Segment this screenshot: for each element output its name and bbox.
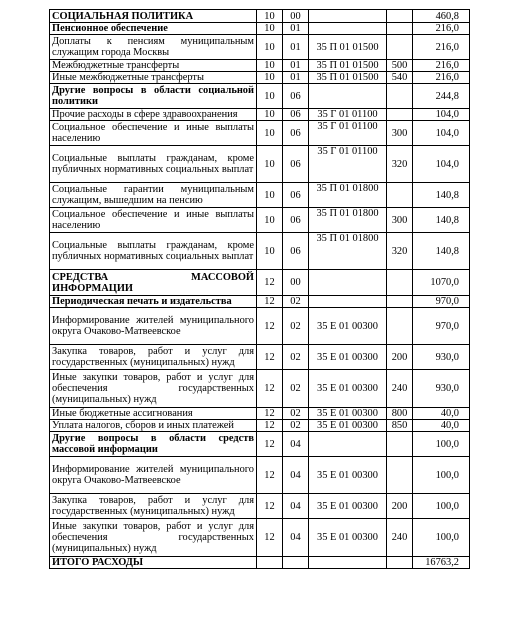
table-row bbox=[50, 494, 470, 519]
target-article-cell bbox=[309, 10, 387, 23]
section-code-cell: 10 bbox=[257, 208, 283, 233]
target-article-cell: 35 Е 01 00300 bbox=[309, 370, 387, 408]
expense-type-cell bbox=[387, 432, 413, 457]
target-article-cell: 35 Е 01 00300 bbox=[309, 519, 387, 557]
table-row bbox=[50, 233, 470, 270]
amount-cell: 216,0 bbox=[413, 23, 470, 35]
expense-type-cell: 300 bbox=[387, 208, 413, 233]
target-article-cell: 35 Е 01 00300 bbox=[309, 420, 387, 432]
section-code-cell: 10 bbox=[257, 84, 283, 109]
expense-type-cell bbox=[387, 84, 413, 109]
amount-cell: 140,8 bbox=[413, 208, 470, 233]
expense-type-cell bbox=[387, 35, 413, 60]
section-code-cell: 12 bbox=[257, 457, 283, 494]
row-name-cell: Закупка товаров, работ и услуг для государственных (муниципальных) нужд bbox=[50, 345, 257, 370]
amount-cell: 216,0 bbox=[413, 72, 470, 84]
expense-type-cell: 540 bbox=[387, 72, 413, 84]
expense-type-cell bbox=[387, 23, 413, 35]
section-code-cell: 10 bbox=[257, 109, 283, 121]
subsection-code-cell: 02 bbox=[283, 296, 309, 308]
target-article-cell: 35 Е 01 00300 bbox=[309, 408, 387, 420]
budget-expenditure-table bbox=[49, 9, 470, 569]
subsection-code-cell: 04 bbox=[283, 432, 309, 457]
subsection-code-cell bbox=[283, 557, 309, 569]
expense-type-cell: 320 bbox=[387, 233, 413, 270]
target-article-cell: 35 П 01 01800 bbox=[309, 183, 387, 208]
section-code-cell: 12 bbox=[257, 370, 283, 408]
expense-type-cell bbox=[387, 10, 413, 23]
target-article-cell bbox=[309, 84, 387, 109]
expense-type-cell: 850 bbox=[387, 420, 413, 432]
table-row bbox=[50, 432, 470, 457]
table-row bbox=[50, 84, 470, 109]
expense-type-cell: 800 bbox=[387, 408, 413, 420]
subsection-code-cell: 01 bbox=[283, 35, 309, 60]
section-code-cell: 10 bbox=[257, 233, 283, 270]
amount-cell: 40,0 bbox=[413, 408, 470, 420]
amount-cell: 930,0 bbox=[413, 370, 470, 408]
amount-cell: 16763,2 bbox=[413, 557, 470, 569]
expense-type-cell bbox=[387, 109, 413, 121]
amount-cell: 140,8 bbox=[413, 233, 470, 270]
section-code-cell: 12 bbox=[257, 308, 283, 345]
section-code-cell: 12 bbox=[257, 519, 283, 557]
section-code-cell: 10 bbox=[257, 146, 283, 183]
amount-cell: 140,8 bbox=[413, 183, 470, 208]
row-name-cell: Пенсионное обеспечение bbox=[50, 23, 257, 35]
row-name-cell: Иные бюджетные ассигнования bbox=[50, 408, 257, 420]
target-article-cell: 35 Е 01 00300 bbox=[309, 345, 387, 370]
amount-cell: 104,0 bbox=[413, 146, 470, 183]
table-row bbox=[50, 10, 470, 23]
section-code-cell: 12 bbox=[257, 270, 283, 296]
row-name-cell: СОЦИАЛЬНАЯ ПОЛИТИКА bbox=[50, 10, 257, 23]
section-code-cell: 12 bbox=[257, 345, 283, 370]
section-code-cell: 10 bbox=[257, 35, 283, 60]
amount-cell: 100,0 bbox=[413, 519, 470, 557]
target-article-cell: 35 П 01 01500 bbox=[309, 35, 387, 60]
table-row bbox=[50, 208, 470, 233]
table-row bbox=[50, 457, 470, 494]
subsection-code-cell: 02 bbox=[283, 420, 309, 432]
section-code-cell: 10 bbox=[257, 60, 283, 72]
subsection-code-cell: 04 bbox=[283, 519, 309, 557]
table-row bbox=[50, 296, 470, 308]
subsection-code-cell: 02 bbox=[283, 345, 309, 370]
row-name-cell: Другие вопросы в области социальной политики bbox=[50, 84, 257, 109]
section-code-cell: 12 bbox=[257, 432, 283, 457]
row-name-cell: Другие вопросы в области средств массовой информации bbox=[50, 432, 257, 457]
subsection-code-cell: 01 bbox=[283, 72, 309, 84]
amount-cell: 460,8 bbox=[413, 10, 470, 23]
subsection-code-cell: 02 bbox=[283, 308, 309, 345]
subsection-code-cell: 00 bbox=[283, 270, 309, 296]
row-name-cell: Социальное обеспечение и иные выплаты населению bbox=[50, 121, 257, 146]
amount-cell: 244,8 bbox=[413, 84, 470, 109]
amount-cell: 40,0 bbox=[413, 420, 470, 432]
row-name-cell: Иные закупки товаров, работ и услуг для обеспечения государственных (муниципальных) нужд bbox=[50, 370, 257, 408]
target-article-cell: 35 Е 01 00300 bbox=[309, 308, 387, 345]
row-name-cell: Прочие расходы в сфере здравоохранения bbox=[50, 109, 257, 121]
section-code-cell: 10 bbox=[257, 183, 283, 208]
table-row bbox=[50, 121, 470, 146]
row-name-cell: СРЕДСТВА МАССОВОЙ ИНФОРМАЦИИ bbox=[50, 270, 257, 296]
section-code-cell: 12 bbox=[257, 296, 283, 308]
amount-cell: 100,0 bbox=[413, 494, 470, 519]
expense-type-cell bbox=[387, 270, 413, 296]
section-code-cell: 10 bbox=[257, 10, 283, 23]
amount-cell: 970,0 bbox=[413, 308, 470, 345]
section-code-cell: 12 bbox=[257, 420, 283, 432]
row-name-cell: Иные межбюджетные трансферты bbox=[50, 72, 257, 84]
row-name-cell: Социальные выплаты гражданам, кроме публичных нормативных социальных выплат bbox=[50, 233, 257, 270]
expense-type-cell bbox=[387, 296, 413, 308]
amount-cell: 970,0 bbox=[413, 296, 470, 308]
row-name-cell: Межбюджетные трансферты bbox=[50, 60, 257, 72]
subsection-code-cell: 06 bbox=[283, 121, 309, 146]
target-article-cell bbox=[309, 557, 387, 569]
row-name-cell: Социальные выплаты гражданам, кроме публичных нормативных социальных выплат bbox=[50, 146, 257, 183]
row-name-cell: ИТОГО РАСХОДЫ bbox=[50, 557, 257, 569]
target-article-cell: 35 Г 01 01100 bbox=[309, 146, 387, 183]
table-row bbox=[50, 308, 470, 345]
row-name-cell: Уплата налогов, сборов и иных платежей bbox=[50, 420, 257, 432]
row-name-cell: Доплаты к пенсиям муниципальным служащим города Москвы bbox=[50, 35, 257, 60]
table-row bbox=[50, 270, 470, 296]
amount-cell: 100,0 bbox=[413, 457, 470, 494]
table-row bbox=[50, 35, 470, 60]
target-article-cell bbox=[309, 432, 387, 457]
target-article-cell bbox=[309, 23, 387, 35]
target-article-cell: 35 Е 01 00300 bbox=[309, 457, 387, 494]
amount-cell: 104,0 bbox=[413, 109, 470, 121]
table-row bbox=[50, 370, 470, 408]
subsection-code-cell: 06 bbox=[283, 146, 309, 183]
expense-type-cell: 300 bbox=[387, 121, 413, 146]
table-row bbox=[50, 72, 470, 84]
table-row bbox=[50, 183, 470, 208]
table-row bbox=[50, 146, 470, 183]
amount-cell: 216,0 bbox=[413, 35, 470, 60]
section-code-cell: 10 bbox=[257, 23, 283, 35]
section-code-cell: 10 bbox=[257, 121, 283, 146]
target-article-cell: 35 Г 01 01100 bbox=[309, 109, 387, 121]
section-code-cell bbox=[257, 557, 283, 569]
table-row bbox=[50, 408, 470, 420]
expense-type-cell: 200 bbox=[387, 345, 413, 370]
amount-cell: 216,0 bbox=[413, 60, 470, 72]
subsection-code-cell: 02 bbox=[283, 408, 309, 420]
expense-type-cell: 500 bbox=[387, 60, 413, 72]
total-row bbox=[50, 557, 470, 569]
row-name-cell: Закупка товаров, работ и услуг для государственных (муниципальных) нужд bbox=[50, 494, 257, 519]
target-article-cell: 35 П 01 01800 bbox=[309, 233, 387, 270]
subsection-code-cell: 04 bbox=[283, 457, 309, 494]
subsection-code-cell: 01 bbox=[283, 60, 309, 72]
table-row bbox=[50, 23, 470, 35]
section-code-cell: 12 bbox=[257, 408, 283, 420]
expense-type-cell bbox=[387, 183, 413, 208]
amount-cell: 1070,0 bbox=[413, 270, 470, 296]
row-name-cell: Иные закупки товаров, работ и услуг для обеспечения государственных (муниципальных) нужд bbox=[50, 519, 257, 557]
subsection-code-cell: 06 bbox=[283, 183, 309, 208]
table-row bbox=[50, 109, 470, 121]
table-row bbox=[50, 60, 470, 72]
amount-cell: 100,0 bbox=[413, 432, 470, 457]
amount-cell: 930,0 bbox=[413, 345, 470, 370]
row-name-cell: Периодическая печать и издательства bbox=[50, 296, 257, 308]
row-name-cell: Информирование жителей муниципального округа Очаково-Матвеевское bbox=[50, 457, 257, 494]
table-row bbox=[50, 519, 470, 557]
target-article-cell: 35 Г 01 01100 bbox=[309, 121, 387, 146]
target-article-cell: 35 Е 01 00300 bbox=[309, 494, 387, 519]
target-article-cell: 35 П 01 01800 bbox=[309, 208, 387, 233]
subsection-code-cell: 06 bbox=[283, 84, 309, 109]
section-code-cell: 10 bbox=[257, 72, 283, 84]
expense-type-cell: 200 bbox=[387, 494, 413, 519]
target-article-cell bbox=[309, 296, 387, 308]
expense-type-cell: 320 bbox=[387, 146, 413, 183]
table-body bbox=[50, 10, 470, 569]
row-name-cell: Информирование жителей муниципального округа Очаково-Матвеевское bbox=[50, 308, 257, 345]
target-article-cell: 35 П 01 01500 bbox=[309, 72, 387, 84]
subsection-code-cell: 01 bbox=[283, 23, 309, 35]
subsection-code-cell: 06 bbox=[283, 208, 309, 233]
amount-cell: 104,0 bbox=[413, 121, 470, 146]
target-article-cell bbox=[309, 270, 387, 296]
subsection-code-cell: 06 bbox=[283, 233, 309, 270]
expense-type-cell bbox=[387, 457, 413, 494]
expense-type-cell bbox=[387, 308, 413, 345]
row-name-cell: Социальные гарантии муниципальным служащим, вышедшим на пенсию bbox=[50, 183, 257, 208]
section-code-cell: 12 bbox=[257, 494, 283, 519]
target-article-cell: 35 П 01 01500 bbox=[309, 60, 387, 72]
table-row bbox=[50, 345, 470, 370]
table-row bbox=[50, 420, 470, 432]
expense-type-cell bbox=[387, 557, 413, 569]
expense-type-cell: 240 bbox=[387, 370, 413, 408]
subsection-code-cell: 00 bbox=[283, 10, 309, 23]
subsection-code-cell: 06 bbox=[283, 109, 309, 121]
row-name-cell: Социальное обеспечение и иные выплаты населению bbox=[50, 208, 257, 233]
expense-type-cell: 240 bbox=[387, 519, 413, 557]
subsection-code-cell: 04 bbox=[283, 494, 309, 519]
subsection-code-cell: 02 bbox=[283, 370, 309, 408]
